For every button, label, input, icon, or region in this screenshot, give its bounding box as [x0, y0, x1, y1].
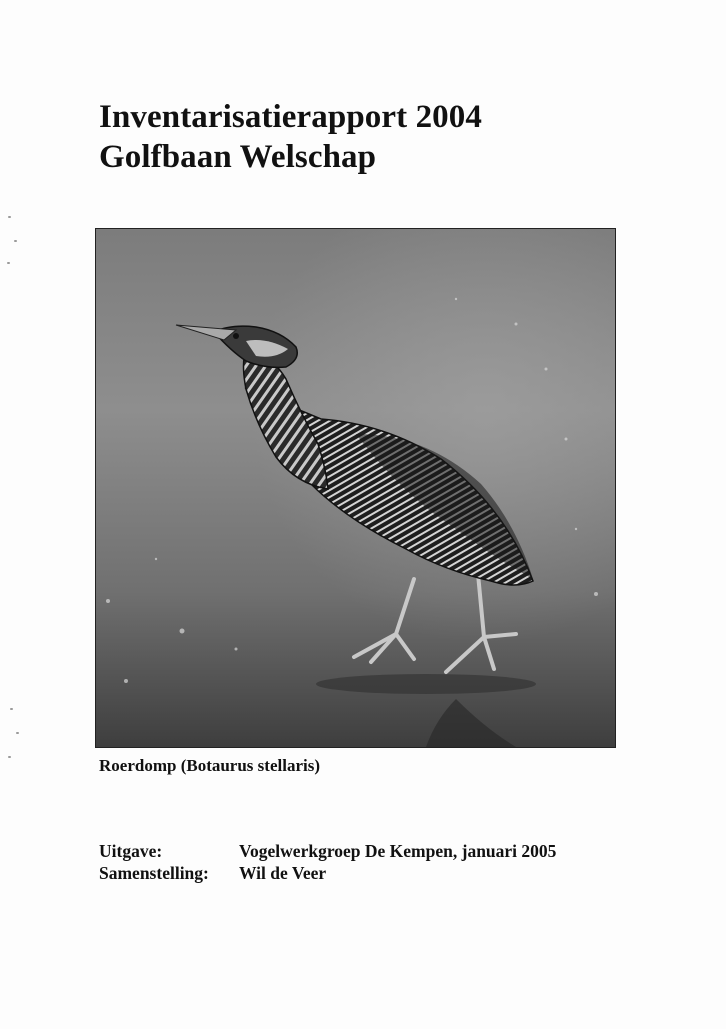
publication-info — [99, 840, 659, 884]
compiler-label: Samenstelling: — [99, 863, 209, 883]
compiler-value: Wil de Veer — [239, 863, 327, 883]
publisher-label: Uitgave: — [99, 841, 163, 861]
title-line-2: Golfbaan Welschap — [99, 139, 377, 175]
scan-speck — [8, 216, 11, 218]
scan-speck — [7, 262, 10, 264]
report-title — [99, 97, 659, 177]
photo-caption: Roerdomp (Botaurus stellaris) — [99, 756, 320, 775]
scan-speck — [10, 708, 13, 710]
publisher-row — [99, 840, 659, 862]
compiler-row — [99, 862, 659, 884]
bittern-illustration — [96, 229, 615, 747]
title-line-1: Inventarisatierapport 2004 — [99, 99, 482, 135]
scan-speck — [16, 732, 19, 734]
scan-speck — [8, 756, 11, 758]
bittern-photo — [95, 228, 616, 748]
scan-speck — [14, 240, 17, 242]
publisher-value: Vogelwerkgroep De Kempen, januari 2005 — [239, 841, 557, 861]
